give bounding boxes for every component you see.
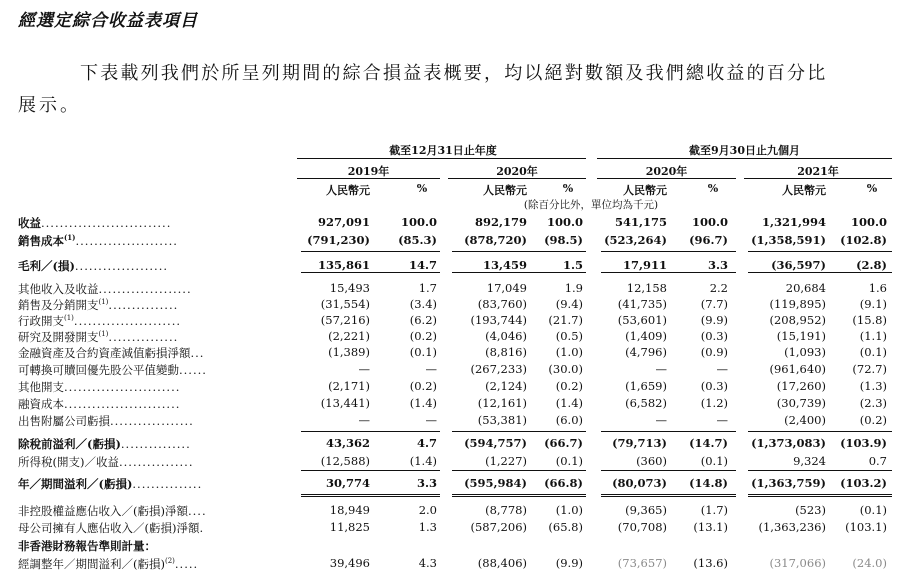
- rule: [748, 494, 892, 495]
- rule: [448, 178, 586, 179]
- year-header: 2020年: [645, 165, 688, 178]
- amount-cell: (8,778): [485, 503, 527, 517]
- percent-cell: 4.3: [418, 556, 437, 570]
- amount-cell: (31,554): [320, 297, 370, 311]
- leader-dots: .......................: [73, 314, 181, 328]
- amount-cell: (88,406): [477, 556, 527, 570]
- percent-cell: (0.3): [700, 379, 728, 393]
- percent-cell: (0.1): [859, 345, 887, 359]
- row-label-text: 行政開支: [18, 314, 64, 328]
- row-label-text: 可轉換可贖回優先股公平值變動: [18, 363, 179, 377]
- percent-cell: (66.7): [544, 436, 583, 450]
- row-label-text: 融資成本: [18, 397, 64, 411]
- amount-cell: (80,073): [612, 476, 667, 490]
- percent-cell: (65.8): [548, 520, 583, 534]
- percent-cell: (0.1): [700, 454, 728, 468]
- rule: [297, 178, 440, 179]
- amount-cell: (1,409): [625, 329, 667, 343]
- rule: [748, 251, 892, 252]
- amount-cell: (1,363,236): [758, 520, 826, 534]
- amount-cell: 12,158: [626, 281, 667, 295]
- rule: [297, 158, 586, 159]
- amount-cell: 541,175: [614, 215, 667, 229]
- amount-cell: 20,684: [785, 281, 826, 295]
- row-label-text: 銷售及分銷開支: [18, 298, 99, 312]
- percent-cell: (9.4): [555, 297, 583, 311]
- percent-cell: (85.3): [398, 233, 437, 247]
- row-label: [18, 215, 293, 231]
- percent-cell: (66.8): [544, 476, 583, 490]
- amount-cell: (587,206): [470, 520, 527, 534]
- percent-cell: (0.5): [555, 329, 583, 343]
- unit-header: %: [707, 182, 719, 195]
- percent-cell: (1.0): [555, 503, 583, 517]
- row-label: [18, 345, 293, 361]
- percent-cell: (21.7): [548, 313, 583, 327]
- period-group-header: 截至9月30日止九個月: [689, 144, 800, 157]
- leader-dots: .........................: [64, 380, 181, 394]
- percent-cell: —: [716, 413, 728, 427]
- rule: [601, 431, 736, 432]
- amount-cell: (523,264): [604, 233, 667, 247]
- row-label-text: 收益: [18, 216, 41, 230]
- row-label: [18, 556, 293, 572]
- percent-cell: 1.9: [564, 281, 583, 295]
- row-label-text: 其他開支: [18, 380, 64, 394]
- percent-cell: (13.6): [693, 556, 728, 570]
- percent-cell: (2.8): [856, 258, 887, 272]
- amount-cell: (267,233): [470, 362, 527, 376]
- amount-cell: (208,952): [769, 313, 826, 327]
- amount-cell: (360): [636, 454, 667, 468]
- percent-cell: (7.7): [700, 297, 728, 311]
- unit-header: %: [866, 182, 878, 195]
- amount-cell: —: [655, 362, 667, 376]
- rule: [301, 431, 440, 432]
- row-label-text: 除稅前溢利／(虧損): [18, 437, 121, 451]
- unit-header: 人民幣元: [782, 184, 826, 197]
- amount-cell: (53,601): [617, 313, 667, 327]
- percent-cell: (0.2): [555, 379, 583, 393]
- leader-dots: ....: [187, 504, 207, 518]
- amount-cell: (523): [795, 503, 826, 517]
- percent-cell: (103.2): [840, 476, 887, 490]
- row-label: [18, 538, 293, 554]
- rule: [452, 496, 586, 497]
- percent-cell: 0.7: [868, 454, 887, 468]
- percent-cell: 3.3: [416, 476, 437, 490]
- rule: [597, 158, 892, 159]
- percent-cell: 14.7: [408, 258, 437, 272]
- amount-cell: (12,588): [320, 454, 370, 468]
- rule: [301, 496, 440, 497]
- row-label: [18, 379, 293, 395]
- footnote-ref: (1): [98, 298, 109, 307]
- percent-cell: (1.4): [409, 454, 437, 468]
- percent-cell: (6.0): [555, 413, 583, 427]
- footnote-ref: (1): [98, 330, 109, 339]
- row-label: [18, 281, 293, 297]
- row-label-text: 毛利／(損): [18, 259, 75, 273]
- amount-cell: (961,640): [769, 362, 826, 376]
- amount-cell: (30,739): [776, 396, 826, 410]
- percent-cell: (6.2): [409, 313, 437, 327]
- row-label: [18, 329, 293, 345]
- unit-header: %: [562, 182, 574, 195]
- amount-cell: (193,744): [470, 313, 527, 327]
- amount-cell: (595,984): [464, 476, 527, 490]
- row-label: [18, 413, 293, 429]
- percent-cell: —: [425, 362, 437, 376]
- rule: [601, 470, 736, 471]
- rule: [452, 251, 586, 252]
- row-label: [18, 362, 293, 378]
- percent-cell: (1.4): [409, 396, 437, 410]
- percent-cell: (14.7): [689, 436, 728, 450]
- year-header: 2021年: [797, 165, 839, 178]
- percent-cell: 1.7: [418, 281, 437, 295]
- rule: [301, 494, 440, 495]
- percent-cell: —: [425, 413, 437, 427]
- amount-cell: (13,441): [320, 396, 370, 410]
- row-label-text: 經調整年／期間溢利／(虧損): [18, 557, 165, 571]
- percent-cell: 1.5: [562, 258, 583, 272]
- amount-cell: 17,049: [486, 281, 527, 295]
- leader-dots: ..................: [110, 414, 194, 428]
- rule: [748, 272, 892, 273]
- amount-cell: 11,825: [329, 520, 370, 534]
- rule: [452, 272, 586, 273]
- percent-cell: (13.1): [693, 520, 728, 534]
- amount-cell: 39,496: [329, 556, 370, 570]
- row-label-text: 年／期間溢利／(虧損): [18, 477, 133, 491]
- percent-cell: 100.0: [691, 215, 728, 229]
- leader-dots: .....: [174, 557, 199, 571]
- amount-cell: (8,816): [485, 345, 527, 359]
- leader-dots: ...............: [108, 330, 179, 344]
- amount-cell: 1,321,994: [761, 215, 826, 229]
- percent-cell: (1.4): [555, 396, 583, 410]
- percent-cell: 100.0: [850, 215, 887, 229]
- leader-dots: ......................: [75, 234, 178, 248]
- amount-cell: (1,659): [625, 379, 667, 393]
- rule: [301, 272, 440, 273]
- percent-cell: (98.5): [544, 233, 583, 247]
- row-label-text: 所得稅(開支)／收益: [18, 455, 119, 469]
- percent-cell: (9.9): [700, 313, 728, 327]
- amount-cell: (41,735): [617, 297, 667, 311]
- amount-cell: 15,493: [329, 281, 370, 295]
- leader-dots: ...............: [108, 298, 179, 312]
- amount-cell: 135,861: [317, 258, 370, 272]
- row-label: [18, 503, 293, 519]
- leader-dots: ......: [179, 363, 207, 377]
- amount-cell: (878,720): [464, 233, 527, 247]
- amount-cell: 13,459: [482, 258, 527, 272]
- percent-cell: (102.8): [840, 233, 887, 247]
- row-label-text: 研究及開發開支: [18, 330, 99, 344]
- rule: [748, 431, 892, 432]
- row-label: [18, 297, 293, 313]
- amount-cell: (4,796): [625, 345, 667, 359]
- amount-cell: —: [358, 362, 370, 376]
- percent-cell: (103.1): [845, 520, 887, 534]
- percent-cell: —: [716, 362, 728, 376]
- percent-cell: (9.1): [859, 297, 887, 311]
- percent-cell: (14.8): [689, 476, 728, 490]
- amount-cell: (1,363,759): [751, 476, 826, 490]
- amount-cell: (15,191): [776, 329, 826, 343]
- percent-cell: (1.7): [700, 503, 728, 517]
- rule: [601, 494, 736, 495]
- rule: [301, 470, 440, 471]
- row-label: [18, 258, 293, 274]
- amount-cell: (17,260): [776, 379, 826, 393]
- amount-cell: (73,657): [617, 556, 667, 570]
- percent-cell: (15.8): [852, 313, 887, 327]
- percent-cell: 1.3: [418, 520, 437, 534]
- amount-cell: (317,066): [769, 556, 826, 570]
- leader-dots: ............................: [41, 216, 172, 230]
- percent-cell: 4.7: [416, 436, 437, 450]
- percent-cell: (0.1): [859, 503, 887, 517]
- percent-cell: 3.3: [707, 258, 728, 272]
- period-group-header: 截至12月31日止年度: [389, 144, 497, 157]
- percent-cell: (0.9): [700, 345, 728, 359]
- year-header: 2020年: [496, 165, 538, 178]
- rule: [301, 251, 440, 252]
- amount-cell: (79,713): [612, 436, 667, 450]
- amount-cell: (6,582): [625, 396, 667, 410]
- amount-cell: 17,911: [622, 258, 667, 272]
- unit-note: (除百分比外，單位均為千元): [523, 199, 659, 211]
- row-label-text: 金融資產及合約資產減值虧損淨額: [18, 346, 191, 360]
- percent-cell: (0.2): [859, 413, 887, 427]
- row-label: [18, 520, 293, 536]
- row-label: [18, 436, 293, 452]
- intro-line-2: 展示。: [18, 95, 81, 116]
- amount-cell: (2,124): [485, 379, 527, 393]
- amount-cell: (2,221): [328, 329, 370, 343]
- percent-cell: (1.1): [859, 329, 887, 343]
- row-label-text: 母公司擁有人應佔收入／(虧損)淨額: [18, 521, 200, 535]
- amount-cell: (594,757): [464, 436, 527, 450]
- rule: [601, 496, 736, 497]
- percent-cell: (103.9): [840, 436, 887, 450]
- percent-cell: 2.0: [418, 503, 437, 517]
- amount-cell: (36,597): [771, 258, 826, 272]
- amount-cell: 43,362: [325, 436, 370, 450]
- percent-cell: (24.0): [852, 556, 887, 570]
- amount-cell: (1,093): [784, 345, 826, 359]
- percent-cell: (9.9): [555, 556, 583, 570]
- row-label-text: 出售附屬公司虧損: [18, 414, 110, 428]
- percent-cell: (96.7): [689, 233, 728, 247]
- amount-cell: 18,949: [329, 503, 370, 517]
- rule: [748, 470, 892, 471]
- percent-cell: (0.3): [700, 329, 728, 343]
- percent-cell: (3.4): [409, 297, 437, 311]
- amount-cell: (9,365): [625, 503, 667, 517]
- percent-cell: (1.0): [555, 345, 583, 359]
- row-label-text: 其他收入及收益: [18, 282, 99, 296]
- unit-header: 人民幣元: [326, 184, 370, 197]
- percent-cell: (72.7): [852, 362, 887, 376]
- amount-cell: (2,400): [784, 413, 826, 427]
- amount-cell: (4,046): [485, 329, 527, 343]
- amount-cell: (1,227): [485, 454, 527, 468]
- amount-cell: —: [358, 413, 370, 427]
- percent-cell: (1.3): [859, 379, 887, 393]
- unit-header: %: [416, 182, 428, 195]
- amount-cell: (12,161): [477, 396, 527, 410]
- row-label: [18, 454, 293, 470]
- year-header: 2019年: [347, 165, 390, 178]
- amount-cell: —: [655, 413, 667, 427]
- percent-cell: (0.2): [409, 379, 437, 393]
- leader-dots: ...............: [132, 477, 203, 491]
- amount-cell: (2,171): [328, 379, 370, 393]
- section-heading: 經選定綜合收益表項目: [18, 11, 198, 31]
- amount-cell: 9,324: [793, 454, 826, 468]
- rule: [452, 431, 586, 432]
- row-label-text: 非香港財務報告準則計量：: [18, 539, 156, 553]
- amount-cell: (1,373,083): [751, 436, 826, 450]
- row-label-text: 非控股權益應佔收入／(虧損)淨額: [18, 504, 188, 518]
- rule: [601, 251, 736, 252]
- rule: [452, 494, 586, 495]
- unit-header: 人民幣元: [623, 184, 667, 197]
- leader-dots: .: [199, 521, 205, 535]
- percent-cell: (2.3): [859, 396, 887, 410]
- leader-dots: .........................: [64, 397, 181, 411]
- leader-dots: ...............: [120, 437, 191, 451]
- leader-dots: ....................: [98, 282, 192, 296]
- percent-cell: 2.2: [709, 281, 728, 295]
- amount-cell: (57,216): [320, 313, 370, 327]
- intro-line-1: 下表載列我們於所呈列期間的綜合損益表概要，均以絕對數額及我們總收益的百分比: [80, 63, 828, 84]
- amount-cell: 892,179: [474, 215, 527, 229]
- percent-cell: (1.2): [700, 396, 728, 410]
- amount-cell: (70,708): [617, 520, 667, 534]
- row-label: [18, 476, 293, 492]
- leader-dots: ................: [118, 455, 194, 469]
- row-label-text: 銷售成本: [18, 234, 64, 248]
- rule: [744, 178, 892, 179]
- amount-cell: (53,381): [477, 413, 527, 427]
- percent-cell: (0.1): [409, 345, 437, 359]
- row-label: [18, 396, 293, 412]
- rule: [601, 272, 736, 273]
- percent-cell: (0.2): [409, 329, 437, 343]
- amount-cell: (83,760): [477, 297, 527, 311]
- percent-cell: 100.0: [546, 215, 583, 229]
- footnote-ref: (2): [164, 557, 175, 566]
- row-label: [18, 233, 293, 249]
- amount-cell: (791,230): [307, 233, 370, 247]
- percent-cell: (0.1): [555, 454, 583, 468]
- percent-cell: (30.0): [548, 362, 583, 376]
- amount-cell: (1,389): [328, 345, 370, 359]
- leader-dots: ...: [190, 346, 205, 360]
- amount-cell: (1,358,591): [751, 233, 826, 247]
- row-label: [18, 313, 293, 329]
- percent-cell: 1.6: [868, 281, 887, 295]
- amount-cell: 927,091: [317, 215, 370, 229]
- amount-cell: 30,774: [325, 476, 370, 490]
- amount-cell: (119,895): [769, 297, 826, 311]
- footnote-ref: (1): [64, 314, 74, 323]
- footnote-ref: (1): [64, 233, 76, 243]
- rule: [452, 470, 586, 471]
- percent-cell: 100.0: [400, 215, 437, 229]
- rule: [748, 496, 892, 497]
- unit-header: 人民幣元: [483, 184, 527, 197]
- leader-dots: ....................: [74, 259, 169, 273]
- rule: [597, 178, 736, 179]
